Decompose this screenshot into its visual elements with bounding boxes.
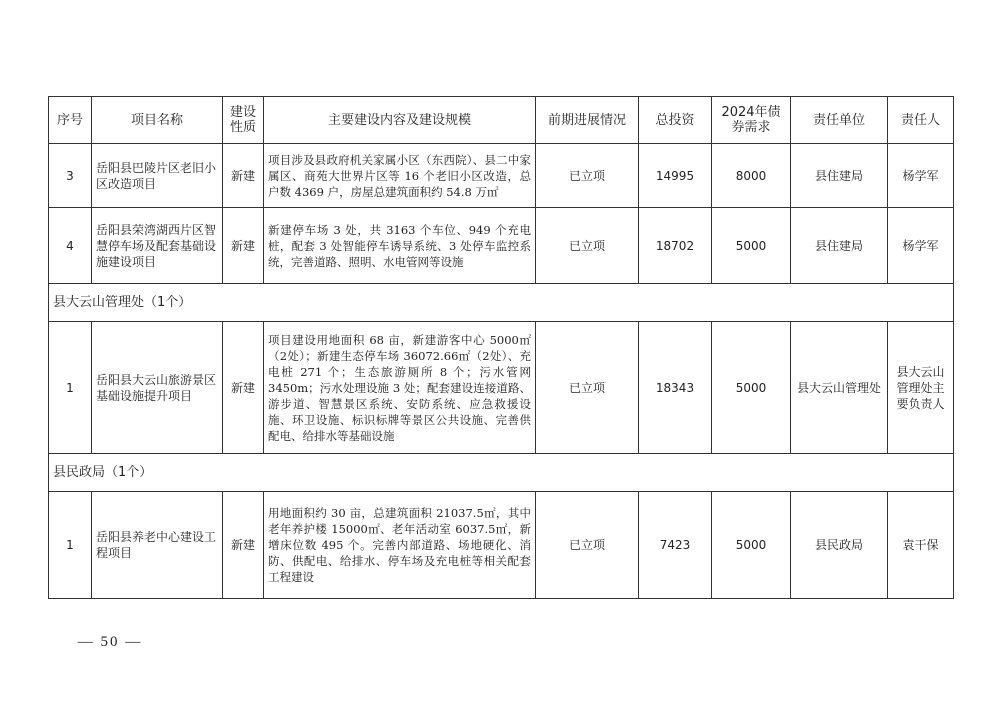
cell-seq: 3 bbox=[49, 144, 92, 208]
project-table bbox=[48, 96, 954, 599]
cell-progress: 已立项 bbox=[536, 492, 639, 599]
header-unit: 责任单位 bbox=[791, 97, 888, 144]
cell-nature: 新建 bbox=[223, 144, 264, 208]
header-investment: 总投资 bbox=[639, 97, 712, 144]
cell-seq: 1 bbox=[49, 322, 92, 454]
cell-content: 项目涉及县政府机关家属小区（东西院）、县二中家属区、商苑大世界片区等 16 个老旧小区改造，总户数 4369 户，房屋总建筑面积约 54.8 万㎡ bbox=[264, 144, 536, 208]
cell-unit: 县住建局 bbox=[791, 208, 888, 284]
cell-content: 用地面积约 30 亩，总建筑面积 21037.5㎡，其中老年养护楼 15000㎡、老年活动室 6037.5㎡，新增床位数 495 个。完善内部道路、场地硬化、消防、供配电、给排水、停车场及充电桩等相关配套工程建设 bbox=[264, 492, 536, 599]
cell-name: 岳阳县巴陵片区老旧小区改造项目 bbox=[92, 144, 223, 208]
cell-progress: 已立项 bbox=[536, 208, 639, 284]
section-row bbox=[49, 454, 954, 492]
cell-unit: 县民政局 bbox=[791, 492, 888, 599]
header-bond: 2024年债券需求 bbox=[712, 97, 791, 144]
table-row bbox=[49, 492, 954, 599]
table-row bbox=[49, 322, 954, 454]
table-header-row bbox=[49, 97, 954, 144]
cell-name: 岳阳县大云山旅游景区基础设施提升项目 bbox=[92, 322, 223, 454]
header-name: 项目名称 bbox=[92, 97, 223, 144]
cell-person: 袁干保 bbox=[888, 492, 954, 599]
header-nature: 建设性质 bbox=[223, 97, 264, 144]
cell-person: 县大云山管理处主要负责人 bbox=[888, 322, 954, 454]
header-content: 主要建设内容及建设规模 bbox=[264, 97, 536, 144]
cell-seq: 1 bbox=[49, 492, 92, 599]
header-seq: 序号 bbox=[49, 97, 92, 144]
cell-bond: 8000 bbox=[712, 144, 791, 208]
cell-progress: 已立项 bbox=[536, 144, 639, 208]
cell-seq: 4 bbox=[49, 208, 92, 284]
cell-name: 岳阳县荣湾湖西片区智慧停车场及配套基础设施建设项目 bbox=[92, 208, 223, 284]
cell-unit: 县大云山管理处 bbox=[791, 322, 888, 454]
cell-investment: 18343 bbox=[639, 322, 712, 454]
cell-nature: 新建 bbox=[223, 492, 264, 599]
cell-nature: 新建 bbox=[223, 322, 264, 454]
section-title: 县民政局（1个） bbox=[49, 454, 954, 492]
section-row bbox=[49, 284, 954, 322]
cell-bond: 5000 bbox=[712, 208, 791, 284]
header-person: 责任人 bbox=[888, 97, 954, 144]
cell-content: 项目建设用地面积 68 亩，新建游客中心 5000㎡（2处）；新建生态停车场 36072.66㎡（2处）、充电桩 271 个；生态旅游厕所 8 个；污水管网 3450m；污水处理设施 3 处；配套建设连接道路、游步道、智慧景区系统、安防系统、应急救援设施、环卫设施、标识标牌等景区公共设施、完善供配电、给排水等基础设施 bbox=[264, 322, 536, 454]
page-number: — 50 — bbox=[77, 634, 143, 650]
table-row bbox=[49, 144, 954, 208]
header-progress: 前期进展情况 bbox=[536, 97, 639, 144]
cell-person: 杨学军 bbox=[888, 144, 954, 208]
cell-investment: 18702 bbox=[639, 208, 712, 284]
cell-person: 杨学军 bbox=[888, 208, 954, 284]
cell-progress: 已立项 bbox=[536, 322, 639, 454]
cell-bond: 5000 bbox=[712, 492, 791, 599]
section-title: 县大云山管理处（1个） bbox=[49, 284, 954, 322]
cell-content: 新建停车场 3 处，共 3163 个车位、949 个充电桩，配套 3 处智能停车诱导系统、3 处停车监控系统，完善道路、照明、水电管网等设施 bbox=[264, 208, 536, 284]
cell-investment: 7423 bbox=[639, 492, 712, 599]
cell-unit: 县住建局 bbox=[791, 144, 888, 208]
cell-investment: 14995 bbox=[639, 144, 712, 208]
cell-bond: 5000 bbox=[712, 322, 791, 454]
cell-nature: 新建 bbox=[223, 208, 264, 284]
table-row bbox=[49, 208, 954, 284]
cell-name: 岳阳县养老中心建设工程项目 bbox=[92, 492, 223, 599]
